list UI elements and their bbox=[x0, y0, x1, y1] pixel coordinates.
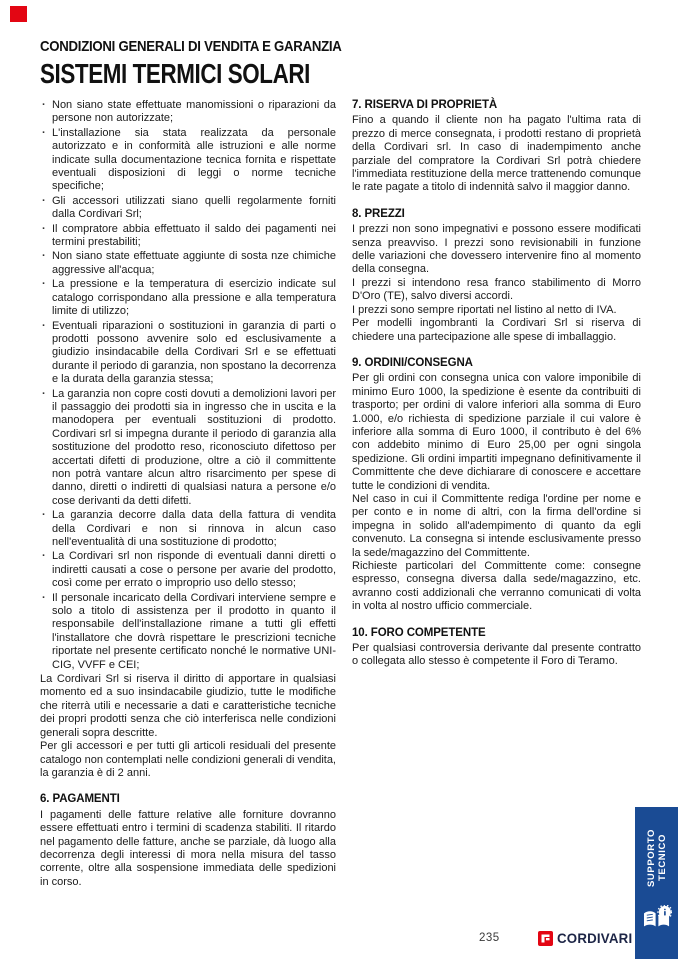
section-heading-riserva-di-proprieta: 7. RISERVA DI PROPRIETÀ bbox=[352, 99, 498, 111]
document-body bbox=[40, 99, 641, 889]
page-title: SISTEMI TERMICI SOLARI bbox=[40, 58, 310, 89]
section-heading-foro-competente: 10. FORO COMPETENTE bbox=[352, 626, 486, 639]
paragraph: I prezzi sono sempre riportati nel listino al netto di IVA. bbox=[352, 303, 617, 316]
logo-text: CORDIVARI bbox=[556, 930, 633, 946]
list-item: · Il compratore abbia effettuato il saldo dei pagamenti nei termini prestabiliti; bbox=[40, 223, 336, 250]
paragraph: Per qualsiasi controversia derivante dal presente contratto o collegata allo stesso è competente il Foro di Teramo. bbox=[352, 642, 641, 668]
list-item: · La pressione e la temperatura di esercizio indicate sul catalogo corrispondano alla pressione e alla temperatura limite di utilizzo; bbox=[40, 278, 336, 318]
paragraph: Richieste particolari del Committente come: consegne espresso, consegna diversa dalla sede/magazzino, etc. avranno costi addizionali che verranno comunicati di volta in volta al nostro ufficio commerciale. bbox=[352, 560, 641, 613]
tab-label-line2: TECNICO bbox=[656, 834, 668, 882]
red-square-corner-mark bbox=[10, 6, 27, 22]
paragraph: La Cordivari Srl si riserva il diritto di apportare in qualsiasi momento ed a suo insindacabile giudizio, tutte le modifiche che riterrà utili e necessarie a dati e caratteristiche tecniche dei propri prodotti senza che ciò interferisca nelle condizioni generali sopra descritte. bbox=[40, 673, 336, 739]
paragraph: Per gli ordini con consegna unica con valore imponibile di minimo Euro 1000, la spedizione è esente da contribuiti di trasporto; per ordini di valore inferiori alla somma di Euro 1.000, e/o richiesta di spedizione parziale il cui valore è inferiore alla somma di Euro 1000, il contributo è del 6% con addebito minimo di Euro 25,00 per ogni singola spedizione. Gli ordini impartiti impegnano definitivamente il Committente che deve dichiarare di conoscere e accettare tutte le condizioni di vendita. bbox=[352, 372, 641, 492]
supporto-tecnico-label bbox=[646, 819, 668, 897]
paragraph: I prezzi si intendono resa franco stabilimento di Morro D'Oro (TE), salvo diversi accordi. bbox=[352, 276, 641, 303]
paragraph: Fino a quando il cliente non ha pagato l'ultima rata di prezzo di merce consegnata, i prodotti restano di proprietà della Cordivari srl. In caso di inadempimento anche parziale del compratore la Cordivari Srl potrà chiedere l'immediata restituzione della merce trattenendo comunque le rate pagate a titolo di indennità salvo il maggior danno. bbox=[352, 114, 641, 194]
list-item: · La garanzia non copre costi dovuti a demolizioni lavori per il passaggio dei prodotti sia in ingresso che in uscita e la manodopera per eventuali sostituzioni di prodotto. Cordivari srl si impegna durante il periodo di garanzia alla sostituzione del prodotto reso, riconosciuto difettoso per accertati difetti di produzione, oltre a ciò il committente non potrà vantare alcun altro risarcimento per spese di danno, diretti o indiretti di qualsiasi natura a persone e/o cose derivanti da detti difetti. bbox=[40, 388, 336, 509]
page-subtitle: CONDIZIONI GENERALI DI VENDITA E GARANZIA bbox=[40, 38, 342, 55]
list-item: · La Cordivari srl non risponde di eventuali danni diretti o indiretti causati a cose o persone per avarie del prodotto, così come per errato o improprio uso dello stesso; bbox=[40, 550, 336, 590]
warranty-conditions-list bbox=[40, 99, 336, 672]
cordivari-logo-mark-icon bbox=[538, 931, 553, 946]
left-column bbox=[40, 99, 336, 889]
section-heading-prezzi: 8. PREZZI bbox=[352, 207, 405, 220]
paragraph: I prezzi non sono impegnativi e possono essere modificati senza preavviso. I prezzi sono revisionabili in funzione delle variazioni che dovessero intervenire fino al momento della consegna. bbox=[352, 223, 641, 276]
page-header bbox=[40, 38, 640, 90]
list-item: · Non siano state effettuate manomissioni o riparazioni da persone non autorizzate; bbox=[40, 99, 336, 126]
list-item: · Eventuali riparazioni o sostituzioni in garanzia di parti o prodotti possono avvenire solo ed esclusivamente a giudizio insindacabile della Cordivari Srl e se effettuati durante il periodo di garanzia, non spostano la decorrenza e la durata della garanzia stessa; bbox=[40, 320, 336, 387]
cordivari-logo bbox=[538, 930, 636, 946]
paragraph: Per modelli ingombranti la Cordivari Srl si riserva di chiedere una partecipazione alle spese di imballaggio. bbox=[352, 317, 641, 343]
list-item: · L'installazione sia stata realizzata da personale autorizzato e in conformità alle istruzioni e alle norme indicate sulla documentazione tecnica fornita e rispettate eventuali disposizioni di leggi o norme tecniche specifiche; bbox=[40, 127, 336, 194]
paragraph: I pagamenti delle fatture relative alle forniture dovranno essere effettuati entro i termini di scadenza stabiliti. Il ritardo nel pagamento delle fatture, anche se parziale, dà luogo alla decorrenza degli interessi di mora nella misura del tasso corrente, oltre alla sospensione immediata delle spedizioni in corso. bbox=[40, 808, 336, 888]
list-item: · Il personale incaricato della Cordivari interviene sempre e solo a titolo di assistenza per il prodotto in quanto il responsabile dell'installazione rimane a tutti gli effetti l'installatore che dovrà rispettare le prescrizioni tecniche riportate nel presente certificato nonché le normative UNI-CIG, VVFF e CEI; bbox=[40, 592, 336, 672]
section-heading-pagamenti: 6. PAGAMENTI bbox=[40, 793, 120, 806]
page-footer bbox=[479, 930, 636, 946]
list-item: · Non siano state effettuate aggiunte di sosta nze chimiche aggressive all'acqua; bbox=[40, 250, 336, 277]
paragraph: Per gli accessori e per tutti gli articoli residuali del presente catalogo non contemplati nelle condizioni generali di vendita, la garanzia è di 2 anni. bbox=[40, 740, 336, 779]
open-book-info-icon bbox=[642, 905, 672, 931]
supporto-tecnico-tab bbox=[635, 807, 678, 959]
section-heading-ordini-consegna: 9. ORDINI/CONSEGNA bbox=[352, 356, 473, 369]
page-number: 235 bbox=[478, 932, 500, 944]
list-item: · Gli accessori utilizzati siano quelli regolarmente forniti dalla Cordivari Srl; bbox=[40, 195, 336, 222]
list-item: · La garanzia decorre dalla data della fattura di vendita della Cordivari e non si rinnova in alcun caso nell'eventualità di una sostituzione di prodotto; bbox=[40, 509, 336, 549]
right-column bbox=[352, 99, 641, 889]
paragraph: Nel caso in cui il Committente rediga l'ordine per nome e per conto e in nome di altri, con la firma dell'ordine si impegna in solido all'adempimento di quanto da egli convenuto. La consegna si intende esclusivamente presso la sede/magazzino del Committente. bbox=[352, 492, 641, 559]
tab-label-line1: SUPPORTO bbox=[645, 829, 657, 887]
